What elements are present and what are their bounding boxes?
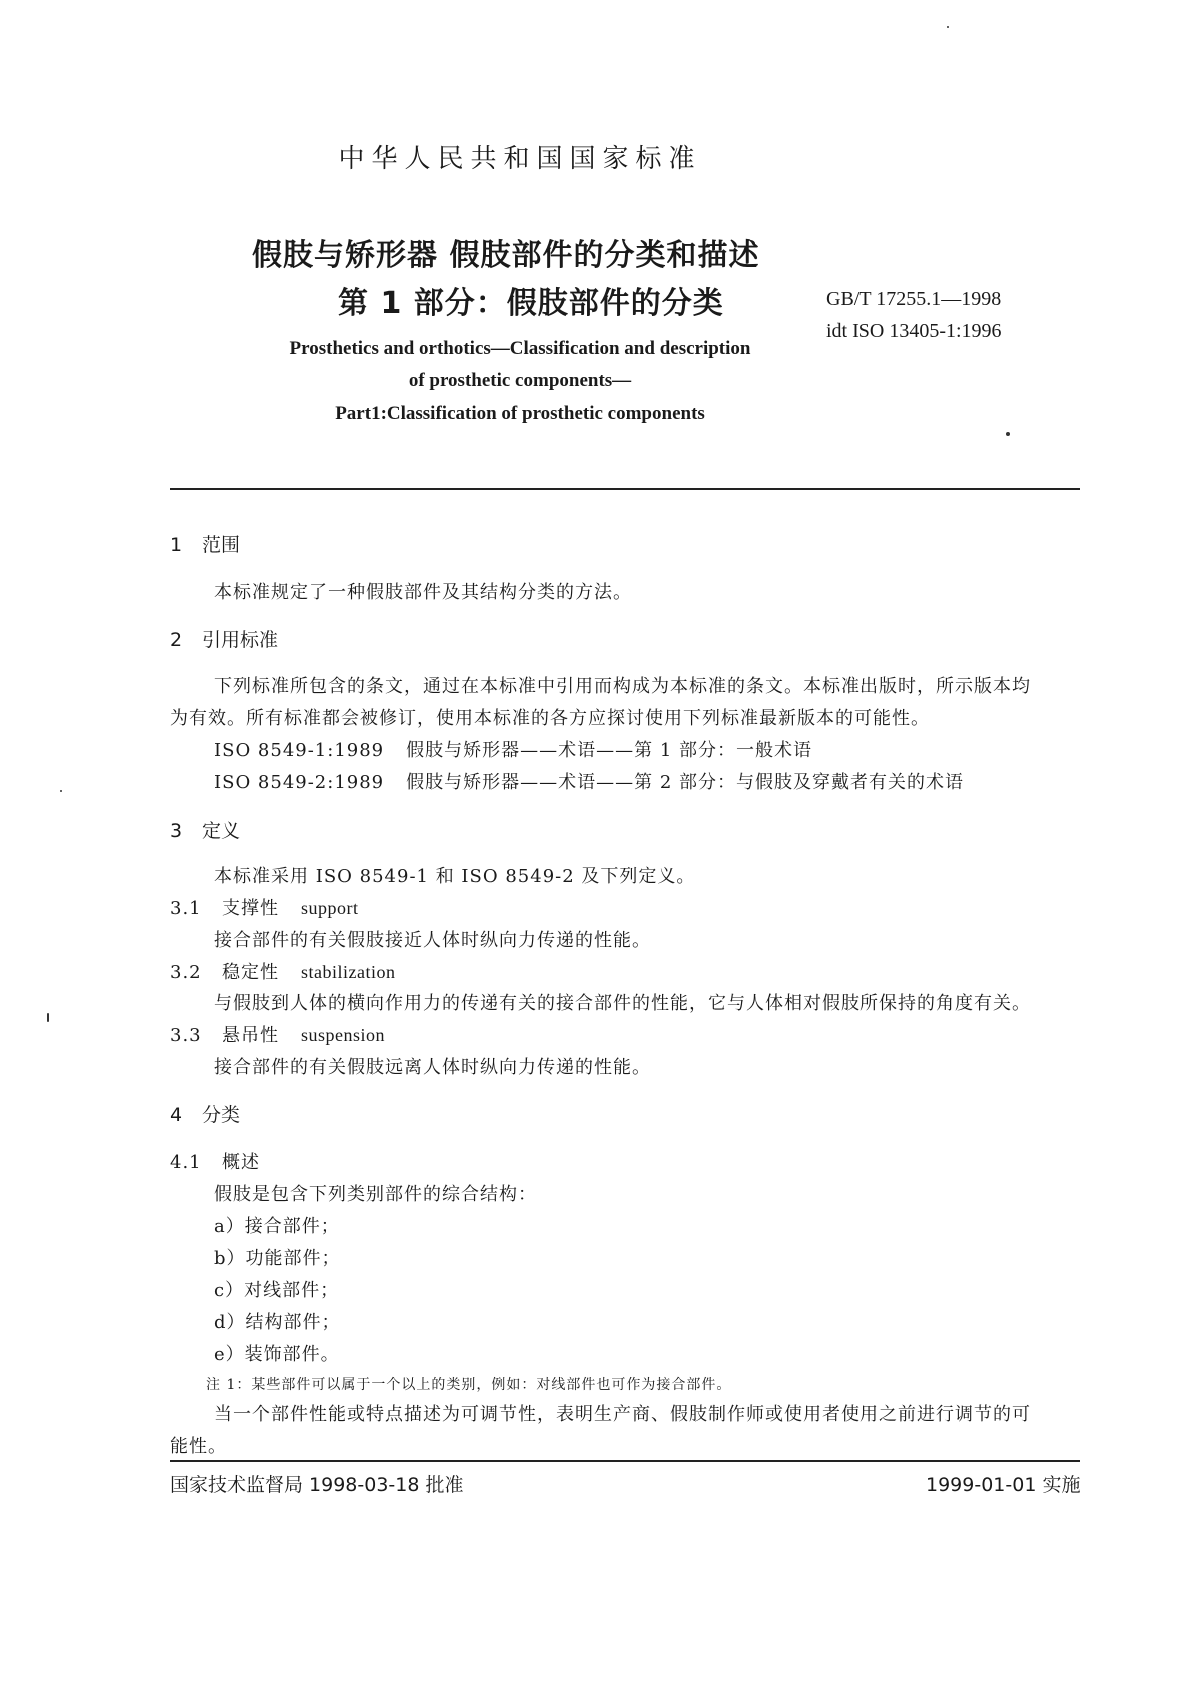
subsection-number: 4.1 [170, 1152, 202, 1173]
definition-3-3-text: 接合部件的有关假肢远离人体时纵向力传递的性能。 [214, 1057, 651, 1078]
definition-number: 3.1 [170, 898, 202, 919]
definition-term-cn: 悬吊性 [222, 1025, 279, 1046]
footer-rule [170, 1460, 1080, 1462]
reference-code: ISO 8549-1:1989 [214, 740, 385, 761]
subsection-title: 概述 [222, 1152, 260, 1173]
section-4-text2-line1: 当一个部件性能或特点描述为可调节性，表明生产商、假肢制作师或使用者使用之前进行调节的可 [214, 1404, 1031, 1425]
definition-3-3-heading [170, 1021, 385, 1047]
title-cn-line1: 假肢与矫形器 假肢部件的分类和描述 [252, 238, 760, 273]
section-title: 范围 [202, 534, 241, 556]
definition-term-en: stabilization [301, 962, 396, 982]
approval-date: 国家技术监督局 1998-03-18 批准 [170, 1474, 464, 1496]
title-en-line3: Part1:Classification of prosthetic components [335, 403, 705, 424]
definition-3-1-text: 接合部件的有关假肢接近人体时纵向力传递的性能。 [214, 930, 651, 951]
reference-title: 假肢与矫形器——术语——第 2 部分：与假肢及穿戴者有关的术语 [406, 772, 965, 793]
section-title: 定义 [202, 820, 241, 842]
list-item: d）结构部件； [214, 1312, 341, 1333]
definition-number: 3.3 [170, 1025, 202, 1046]
list-item: e）装饰部件。 [214, 1344, 340, 1365]
section-title: 分类 [202, 1104, 241, 1126]
definition-3-1-heading [170, 894, 359, 920]
definition-3-2-text: 与假肢到人体的横向作用力的传递有关的接合部件的性能，它与人体相对假肢所保持的角度有关。 [214, 993, 1031, 1014]
standard-code: GB/T 17255.1—1998 [826, 288, 1002, 310]
section-number: 4 [170, 1104, 183, 1126]
definition-term-en: support [301, 898, 359, 918]
definition-term-cn: 稳定性 [222, 962, 279, 983]
section-number: 2 [170, 629, 183, 651]
reference-2 [214, 768, 964, 794]
section-title: 引用标准 [202, 629, 279, 651]
section-3-heading [170, 816, 240, 843]
subsection-4-1-heading [170, 1148, 260, 1174]
definition-term-cn: 支撑性 [222, 898, 279, 919]
reference-1 [214, 736, 812, 762]
section-1-text: 本标准规定了一种假肢部件及其结构分类的方法。 [214, 582, 632, 603]
section-number: 1 [170, 534, 183, 556]
note-1: 注 1：某些部件可以属于一个以上的类别，例如：对线部件也可作为接合部件。 [206, 1377, 732, 1393]
section-number: 3 [170, 820, 183, 842]
title-en-line2: of prosthetic components— [408, 370, 632, 391]
section-1-heading [170, 530, 240, 557]
definition-number: 3.2 [170, 962, 202, 983]
header-rule [170, 488, 1080, 490]
section-3-text: 本标准采用 ISO 8549-1 和 ISO 8549-2 及下列定义。 [214, 866, 696, 887]
definition-3-2-heading [170, 958, 395, 984]
reference-code: ISO 8549-2:1989 [214, 772, 385, 793]
title-en-line1: Prosthetics and orthotics—Classification and description [289, 338, 751, 359]
reference-title: 假肢与矫形器——术语——第 1 部分：一般术语 [406, 740, 813, 761]
scan-speck [60, 790, 62, 792]
list-item: c）对线部件； [214, 1280, 340, 1301]
scan-speck [1006, 432, 1010, 436]
section-2-text-line1: 下列标准所包含的条文，通过在本标准中引用而构成为本标准的条文。本标准出版时，所示版本均 [214, 676, 1031, 697]
section-4-text: 假肢是包含下列类别部件的综合结构： [214, 1184, 537, 1205]
list-item: a）接合部件； [214, 1216, 340, 1237]
section-4-heading [170, 1100, 240, 1127]
effective-date: 1999-01-01 实施 [926, 1474, 1081, 1496]
scan-speck [47, 1013, 49, 1022]
definition-term-en: suspension [301, 1025, 386, 1045]
section-2-heading [170, 625, 278, 652]
title-cn-line2: 第 1 部分：假肢部件的分类 [338, 286, 724, 321]
section-4-text2-line2: 能性。 [170, 1436, 227, 1457]
section-2-text-line2: 为有效。所有标准都会被修订，使用本标准的各方应探讨使用下列标准最新版本的可能性。 [170, 708, 930, 729]
scan-speck [947, 26, 949, 28]
standard-idt: idt ISO 13405-1:1996 [826, 320, 1002, 342]
national-standard-heading: 中华人民共和国国家标准 [338, 144, 702, 174]
list-item: b）功能部件； [214, 1248, 341, 1269]
